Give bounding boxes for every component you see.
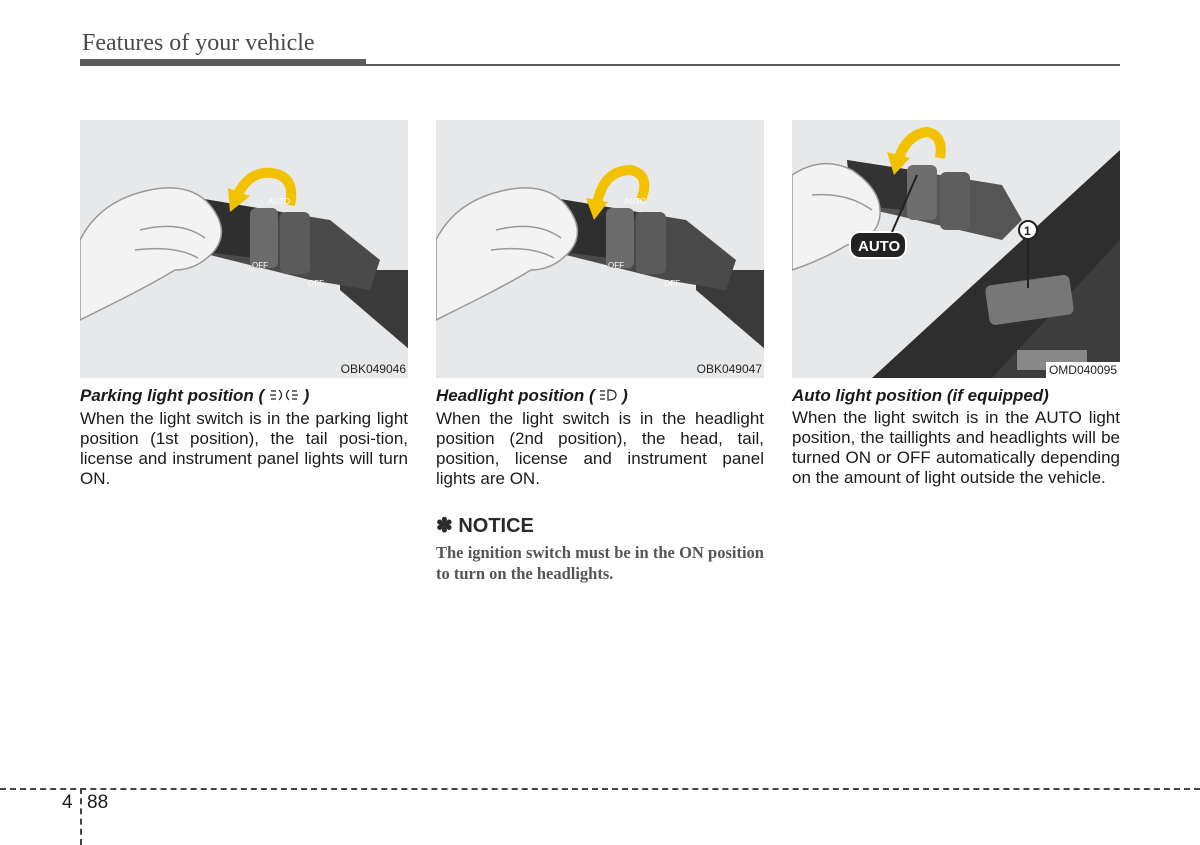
caption-text: Parking light position ( [80, 386, 269, 405]
auto-mark: AUTO [268, 197, 291, 206]
chapter-number: 4 [62, 792, 73, 813]
header-rule-thick [80, 59, 366, 66]
page-number: 88 [87, 792, 109, 813]
section-headlight [436, 120, 764, 584]
headlight-figure [436, 120, 764, 378]
headlight-body: When the light switch is in the headlight position (2nd position), the head, tail, position, license and instrument panel lights are ON. [436, 408, 764, 488]
callout-number: 1 [1024, 224, 1031, 238]
caption-text: Headlight position ( [436, 386, 600, 405]
section-parking-light [80, 120, 408, 489]
headlight-caption [436, 386, 764, 407]
footer-divider [80, 788, 82, 845]
headlight-icon [599, 387, 617, 407]
parking-light-icon [269, 387, 299, 407]
figure-code: OBK049047 [696, 362, 762, 376]
parking-light-body: When the light switch is in the parking light position (1st position), the tail posi-tion, license and instrument panel lights will turn ON. [80, 408, 408, 488]
off-mark: OFF [252, 261, 268, 270]
caption-suffix: ) [298, 386, 310, 405]
notice-title: ✽ NOTICE [436, 514, 534, 537]
off-mark-2: OFF [308, 279, 324, 288]
notice-text: The ignition switch must be in the ON position to turn on the headlights. [436, 542, 764, 583]
figure-code: OMD040095 [1046, 362, 1120, 378]
light-switch-illustration [80, 120, 408, 378]
header-rule-thin [366, 64, 1120, 66]
auto-light-figure [792, 120, 1120, 378]
parking-light-figure [80, 120, 408, 378]
caption-suffix: ) [617, 386, 628, 405]
auto-mark: AUTO [624, 197, 647, 206]
off-mark: OFF [608, 261, 624, 270]
footer-rule [0, 788, 1200, 790]
auto-light-illustration [792, 120, 1120, 378]
light-switch-illustration [436, 120, 764, 378]
section-auto-light [792, 120, 1120, 488]
auto-light-caption: Auto light position (if equipped) [792, 386, 1049, 405]
page-header-title: Features of your vehicle [82, 30, 315, 56]
auto-light-body: When the light switch is in the AUTO light position, the taillights and headlights will be turned ON or OFF automatically depending on the amount of light outside the vehicle. [792, 408, 1120, 487]
figure-code: OBK049046 [340, 362, 406, 376]
parking-light-caption [80, 386, 408, 407]
off-mark-2: OFF [664, 279, 680, 288]
auto-callout-label: AUTO [858, 238, 901, 255]
